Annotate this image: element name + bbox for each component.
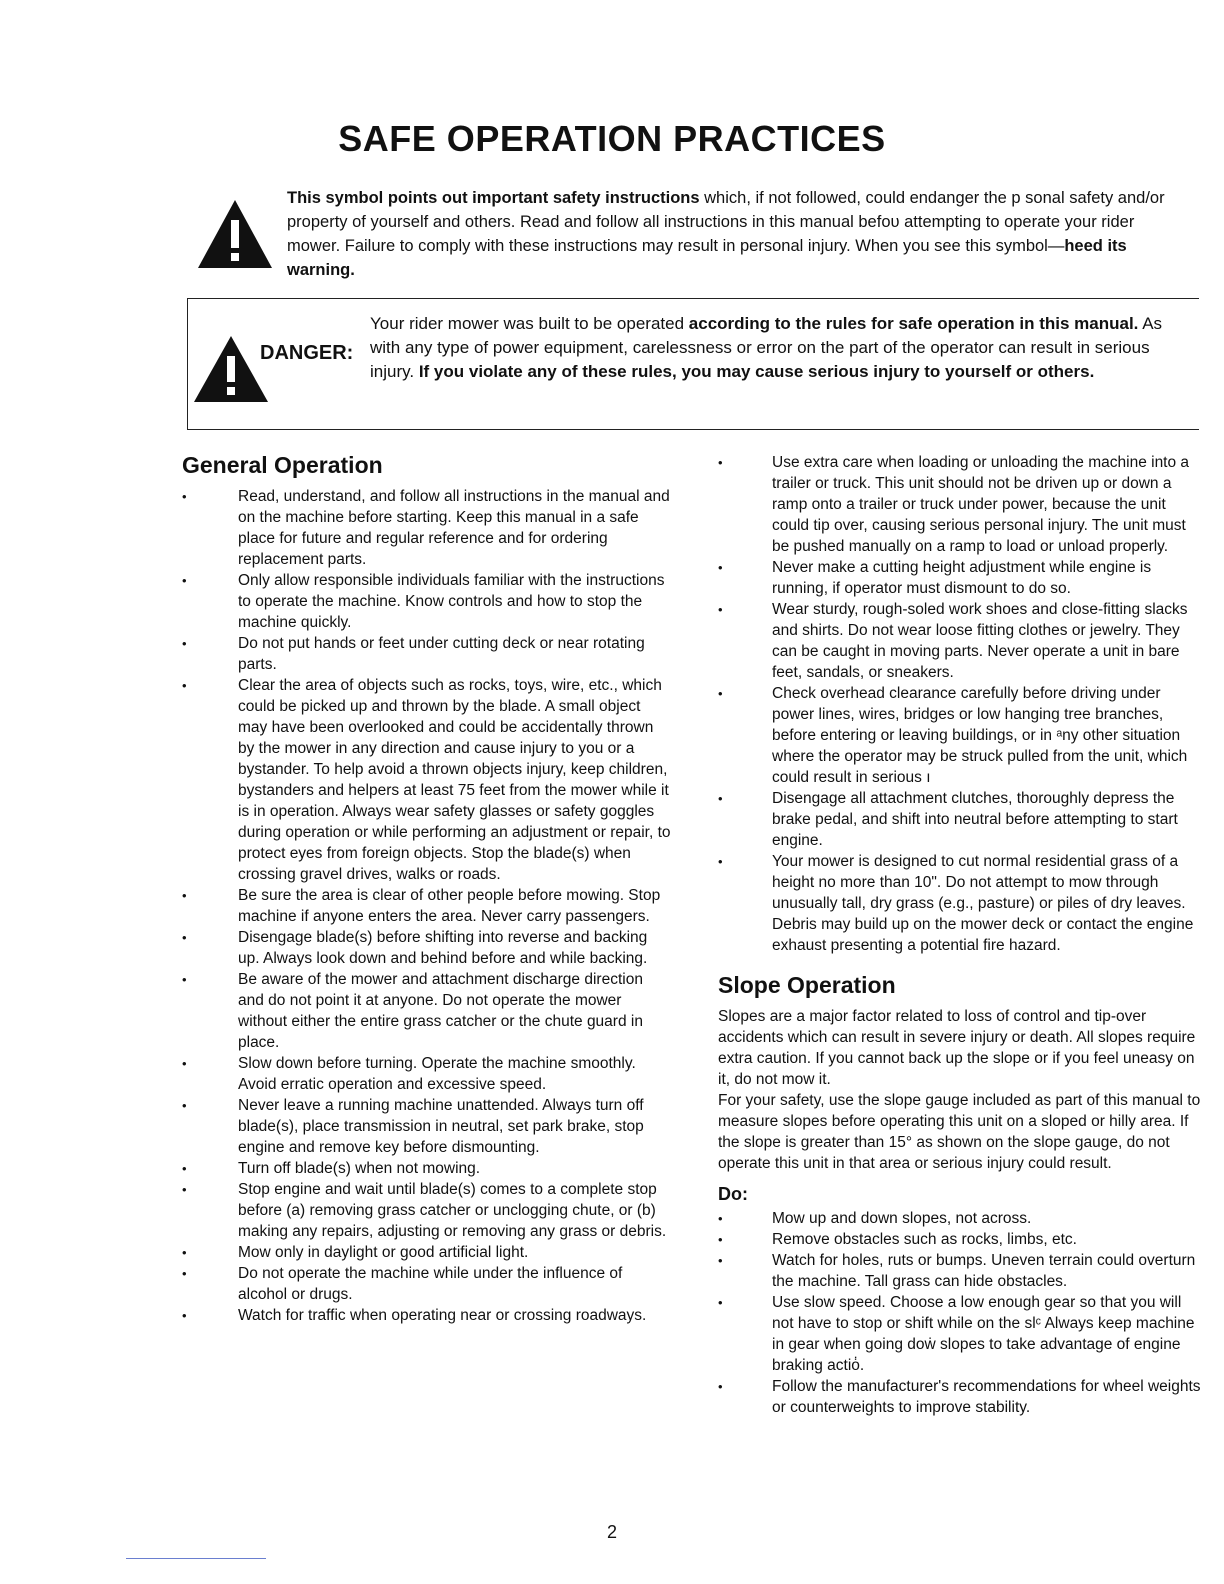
right-column [718, 450, 1204, 1418]
danger-label: DANGER: [260, 342, 354, 364]
danger-bold-1: according to the rules for safe operation in this manual. [688, 314, 1139, 333]
list-item: • Disengage all attachment clutches, thoroughly depress the brake pedal, and shift into neutral before attempting to start engine. [718, 788, 1204, 851]
danger-text-2: As with any type of power equipment, carelessness or error on the part of the operator can result in serious injury. [370, 314, 1163, 381]
danger-text [370, 312, 1192, 384]
intro-paragraph [287, 186, 1182, 282]
list-item: • Be aware of the mower and attachment discharge direction and do not point it at anyone. Do not operate the mower without either the entire grass catcher or the chute guard in place. [182, 969, 672, 1053]
list-item: • Stop engine and wait until blade(s) comes to a complete stop before (a) removing grass catcher or unclogging chute, or (b) making any repairs, adjusting or removing any grass or debris. [182, 1179, 672, 1242]
list-item: • Wear sturdy, rough-soled work shoes and close-fitting slacks and shirts. Do not wear loose fitting clothes or jewelry. They can be caught in moving parts. Never operate a unit in bare feet, sandals, or sneakers. [718, 599, 1204, 683]
list-item: • Be sure the area is clear of other people before mowing. Stop machine if anyone enters the area. Never carry passengers. [182, 885, 672, 927]
list-item: • Never make a cutting height adjustment while engine is running, if operator must dismount to do so. [718, 557, 1204, 599]
general-operation-list [182, 486, 672, 1326]
list-item: • Check overhead clearance carefully before driving under power lines, wires, bridges or low hanging tree branches, before entering or leaving buildings, or in ᵃny other situation where the operator may be struck pulled from the unit, which could result in serious ı [718, 683, 1204, 788]
left-column [182, 450, 672, 1326]
intro-bold-tail: heed its warning. [287, 237, 1127, 279]
list-item: • Read, understand, and follow all instructions in the manual and on the machine before starting. Keep this manual in a safe place for future and regular reference and for ordering replacement parts. [182, 486, 672, 570]
list-item: • Watch for traffic when operating near or crossing roadways. [182, 1305, 672, 1326]
list-item: • Turn off blade(s) when not mowing. [182, 1158, 672, 1179]
danger-triangle-icon [192, 334, 270, 404]
page-number: 2 [606, 1522, 617, 1542]
list-item: • Only allow responsible individuals familiar with the instructions to operate the machine. Know controls and how to stop the machine quickly. [182, 570, 672, 633]
intro-text: which, if not followed, could endanger the p sonal safety and/or property of yourself and others. Read and follow all instructions in this manual befoᴜ attempting to operate your rider mower. Failure to comply with these instructions may result in personal injury. When you see this symbol— [287, 189, 1165, 255]
general-operation-list-continued [718, 452, 1204, 956]
general-operation-heading: General Operation [182, 452, 383, 478]
warning-triangle-icon [196, 198, 274, 270]
list-item: • Do not operate the machine while under the influence of alcohol or drugs. [182, 1263, 672, 1305]
slope-operation-heading: Slope Operation [718, 972, 896, 998]
page-title: SAFE OPERATION PRACTICES [338, 118, 886, 159]
list-item: • Do not put hands or feet under cutting deck or near rotating parts. [182, 633, 672, 675]
list-item: • Slow down before turning. Operate the machine smoothly. Avoid erratic operation and excessive speed. [182, 1053, 672, 1095]
list-item: • Mow up and down slopes, not across. [718, 1208, 1204, 1229]
danger-bold-2: If you violate any of these rules, you may cause serious injury to yourself or others. [418, 362, 1095, 381]
do-list [718, 1208, 1204, 1418]
list-item: • Mow only in daylight or good artificial light. [182, 1242, 672, 1263]
list-item: • Disengage blade(s) before shifting into reverse and backing up. Always look down and behind before and while backing. [182, 927, 672, 969]
list-item: • Your mower is designed to cut normal residential grass of a height no more than 10". Do not attempt to mow through unusually tall, dry grass (e.g., pasture) or piles of dry leaves. Debris may build up on the mower deck or contact the engine exhaust presenting a potential fire hazard. [718, 851, 1204, 956]
list-item: • Watch for holes, ruts or bumps. Uneven terrain could overturn the machine. Tall grass can hide obstacles. [718, 1250, 1204, 1292]
list-item: • Use slow speed. Choose a low enough gear so that you will not have to stop or shift while on the slᶜ Always keep machine in gear when going doẇ slopes to take advantage of engine braking actiȯ̇. [718, 1292, 1204, 1376]
do-heading: Do: [718, 1184, 748, 1204]
footer-divider [126, 1558, 266, 1559]
list-item: • Never leave a running machine unattended. Always turn off blade(s), place transmission in neutral, set park brake, stop engine and remove key before dismounting. [182, 1095, 672, 1158]
list-item: • Use extra care when loading or unloading the machine into a trailer or truck. This unit should not be driven up or down a ramp onto a trailer or truck under power, because the unit could tip over, causing serious personal injury. The unit must be pushed manually on a ramp to load or unload properly. [718, 452, 1204, 557]
list-item: • Remove obstacles such as rocks, limbs, etc. [718, 1229, 1204, 1250]
intro-bold-lead: This symbol points out important safety instructions [287, 189, 700, 207]
danger-text-1: Your rider mower was built to be operated [370, 314, 689, 333]
slope-paragraph-1: Slopes are a major factor related to loss of control and tip-over accidents which can result in severe injury or death. All slopes require extra caution. If you cannot back up the slope or if you feel uneasy on it, do not mow it. [718, 1008, 1196, 1088]
slope-paragraph-2: For your safety, use the slope gauge included as part of this manual to measure slopes before operating this unit on a sloped or hilly area. If the slope is greater than 15° as shown on the slope gauge, do not operate this unit in that area or serious injury could result. [718, 1092, 1201, 1172]
list-item: • Follow the manufacturer's recommendations for wheel weights or counterweights to improve stability. [718, 1376, 1204, 1418]
list-item: • Clear the area of objects such as rocks, toys, wire, etc., which could be picked up and thrown by the blade. A small object may have been overlooked and could be accidentally thrown by the mower in any direction and cause injury to you or a bystander. To help avoid a thrown objects injury, keep children, bystanders and helpers at least 75 feet from the mower while it is in operation. Always wear safety glasses or safety goggles during operation or while performing an adjustment or repair, to protect eyes from foreign objects. Stop the blade(s) when crossing gravel drives, walks or roads. [182, 675, 672, 885]
